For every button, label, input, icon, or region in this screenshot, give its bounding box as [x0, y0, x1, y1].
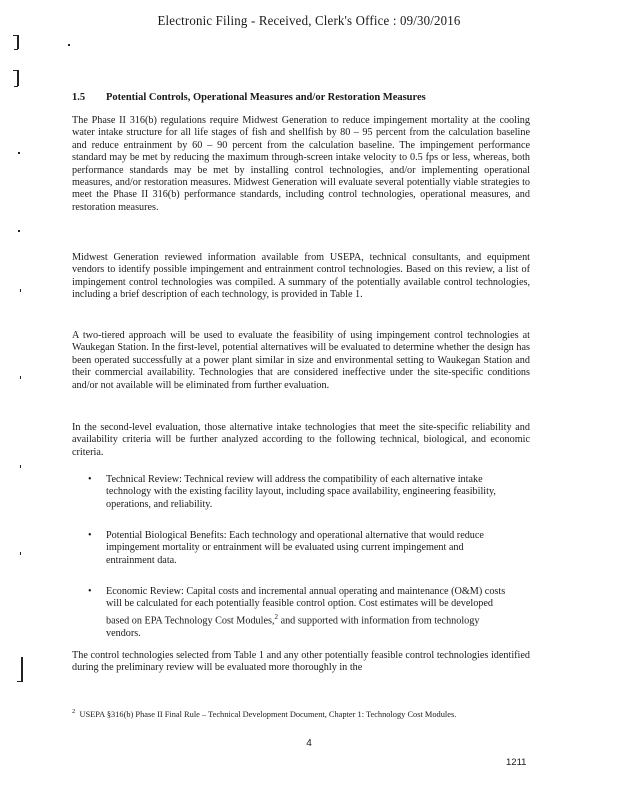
scan-mark — [13, 70, 19, 71]
list-item-biological-benefits — [88, 530, 512, 567]
footnote-text: USEPA §316(b) Phase II Final Rule – Technical Development Document, Chapter 1: Technology Cost Modules. — [79, 709, 457, 719]
section-heading — [72, 92, 426, 103]
paragraph-second-level-evaluation: In the second-level evaluation, those alternative intake technologies that meet the site-specific reliability and availability criteria will be further analyzed according to the following technical, biological, and economic criteria. — [72, 422, 530, 458]
section-number: 1.5 — [72, 92, 86, 103]
list-item-technical-review — [88, 474, 512, 511]
scan-mark — [18, 152, 20, 154]
footnote — [72, 707, 532, 720]
scan-mark — [17, 70, 19, 86]
paragraph-control-technologies: The control technologies selected from Table 1 and any other potentially feasible control technologies identified during the preliminary review will be evaluated more thoroughly in the — [72, 650, 530, 674]
list-item-text — [106, 586, 512, 640]
footnote-reference: 2 — [274, 612, 279, 621]
scan-mark — [17, 681, 23, 682]
scan-mark — [68, 44, 70, 46]
scan-mark — [20, 376, 21, 379]
list-item-economic-review — [88, 586, 512, 640]
page-number: 4 — [306, 738, 312, 749]
scan-mark — [20, 289, 21, 292]
bullet-icon: • — [88, 530, 92, 541]
bullet-icon: • — [88, 586, 92, 597]
bullet-icon: • — [88, 474, 92, 485]
paragraph-review-sources: Midwest Generation reviewed information available from USEPA, technical consultants, and equipment vendors to identify possible impingement and entrainment control technologies. Based on this review, a list of impingement control technologies was compiled. A summary of the potentially available control technologies, including a brief description of each technology, is provided in Table 1. — [72, 252, 530, 301]
scan-mark — [14, 49, 18, 50]
scan-mark — [14, 86, 18, 87]
scan-mark — [20, 465, 21, 468]
paragraph-performance-standards: The Phase II 316(b) regulations require Midwest Generation to reduce impingement mortality at the cooling water intake structure for all life stages of fish and shellfish by 80 – 95 percent from the calculation baseline and reduce entrainment by 60 – 90 percent from the calculation baseline. The impingement performance standard may be met by reducing the maximum through-screen intake velocity to 0.5 fps or less, whereas, both performance standards may be met by installing control technologies, and/or implementing operational measures, and/or restoration measures. Midwest Generation will evaluate several potentially viable strategies to meet the Phase II 316(b) performance standards, including control technologies, operational measures, and restoration measures. — [72, 115, 530, 213]
section-title: Potential Controls, Operational Measures and/or Restoration Measures — [106, 92, 426, 103]
footnote-marker: 2 — [72, 708, 76, 715]
scan-mark — [18, 230, 20, 232]
scan-mark — [17, 35, 19, 49]
list-item-text-before: Economic Review: Capital costs and incremental annual operating and maintenance (O&M) costs will be calculated for each potentially feasible control option. Cost estimates will be developed based on EPA Technology Cost Modules, — [106, 586, 506, 627]
bates-number: 1211 — [506, 757, 527, 768]
scan-mark — [21, 657, 23, 681]
list-item-text: Technical Review: Technical review will address the compatibility of each alternative intake technology with the existing facility layout, including space availability, engineering feasibility, operations, and reliability. — [106, 474, 496, 510]
scan-mark — [13, 35, 19, 36]
scan-mark — [20, 552, 21, 555]
list-item-text-after: and supported with information from technology vendors. — [106, 615, 480, 639]
list-item-text: Potential Biological Benefits: Each technology and operational alternative that would reduce impingement mortality or entrainment will be evaluated using current impingement and entrainment data. — [106, 530, 484, 566]
paragraph-two-tiered-approach: A two-tiered approach will be used to evaluate the feasibility of using impingement control technologies at Waukegan Station. In the first-level, potential alternatives will be evaluated to determine whether the design has been operated successfully at a power plant similar in size and environmental setting to Waukegan Station and their commercial availability. Technologies that are considered ineffective under the site-specific conditions and/or not available will be eliminated from further evaluation. — [72, 330, 530, 391]
filing-stamp: Electronic Filing - Received, Clerk's Office : 09/30/2016 — [157, 14, 461, 29]
